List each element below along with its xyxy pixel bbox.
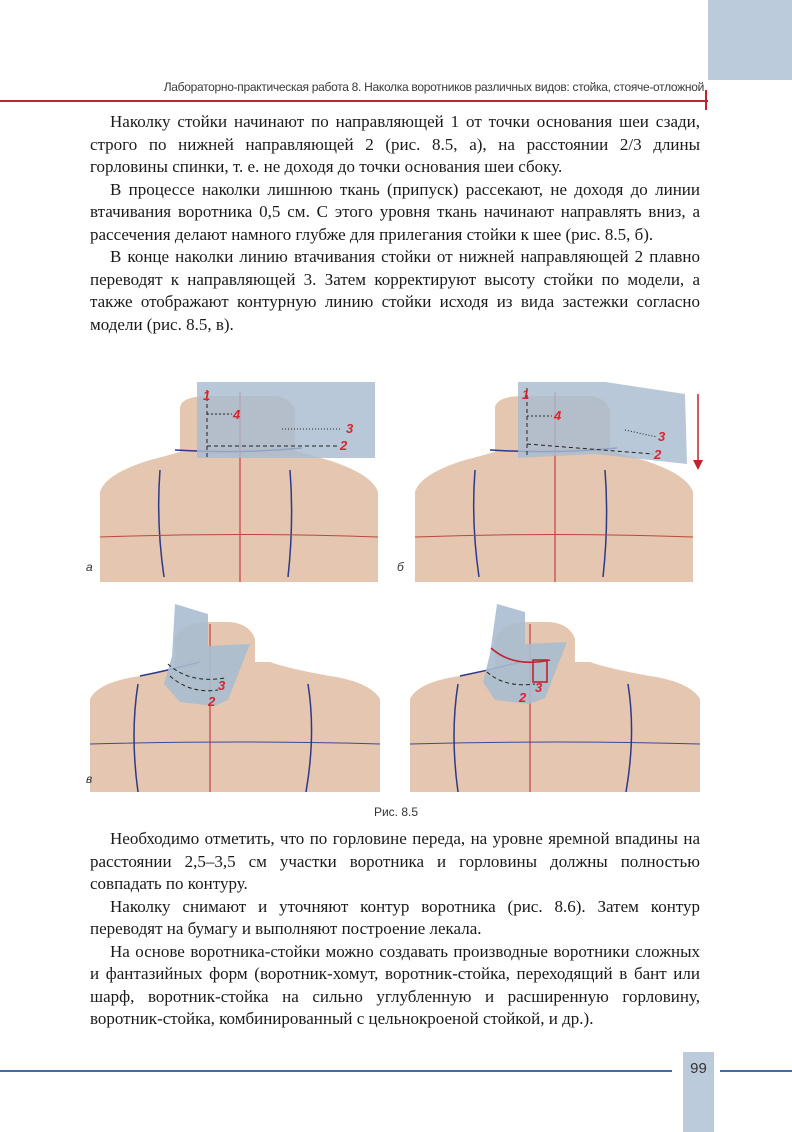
page-number: 99 (690, 1060, 707, 1077)
footer-rule (0, 1070, 672, 1072)
mannequin-back-illustration (90, 382, 385, 582)
header-tick (705, 90, 707, 110)
mannequin-front-illustration (90, 604, 385, 792)
figure-panel-g (395, 604, 705, 792)
guide-label-2: 2 (340, 438, 348, 453)
body-text-top (90, 111, 700, 336)
header-rule (0, 100, 708, 102)
figure-caption: Рис. 8.5 (373, 805, 419, 819)
panel-letter-v: в (86, 772, 93, 786)
footer-rule (720, 1070, 792, 1072)
paragraph: В конце наколки линию втачивания стойки от нижней направляющей 2 плавно переводят к направляющей 3. Затем корректируют высоту стойки по модели, а также отображают контурную линию стойки исходя из вида застежки согласно модели (рис. 8.5, в). (90, 247, 700, 334)
guide-label-3: 3 (535, 680, 543, 695)
guide-label-1: 1 (522, 387, 530, 402)
mannequin-back-illustration (395, 382, 705, 582)
paragraph: Необходимо отметить, что по горловине переда, на уровне яремной впадины на расстоянии 2,5–3,5 см участки воротника и горловины должны полностью совпадать по контуру. (90, 829, 700, 893)
guide-label-1: 1 (203, 388, 211, 403)
figure-panel-v (86, 604, 385, 792)
running-header: Лабораторно-практическая работа 8. Наколка воротников различных видов: стойка, стояче-отложной (163, 80, 704, 94)
mannequin-front-illustration (395, 604, 705, 792)
guide-label-2: 2 (519, 690, 527, 705)
guide-label-2: 2 (654, 447, 662, 462)
body-text-bottom (90, 828, 700, 1031)
panel-letter-b: б (397, 560, 404, 574)
top-page-tab (708, 0, 792, 80)
paragraph: На основе воротника-стойки можно создавать производные воротники сложных и фантазийных форм (воротник-хомут, воротник-стойка, переходящий в бант или шарф, воротник-стойка на сильно углубленную и расширенную горловину, воротник-стойка, комбинированный с цельнокроеной стойкой, и др.). (90, 941, 700, 1028)
paragraph: Наколку стойки начинают по направляющей 1 от точки основания шеи сзади, строго по нижней направляющей 2 (рис. 8.5, а), на расстоянии 2/3 длины горловины спинки, т. е. не доходя до точки основания шеи сбоку. (90, 112, 700, 176)
guide-label-3: 3 (658, 429, 666, 444)
guide-label-4: 4 (554, 408, 562, 423)
guide-label-3: 3 (346, 421, 354, 436)
panel-letter-a: а (86, 560, 93, 574)
paragraph: Наколку снимают и уточняют контур воротника (рис. 8.6). Затем контур переводят на бумагу и выполняют построение лекала. (90, 896, 700, 938)
paragraph: В процессе наколки лишнюю ткань (припуск) рассекают, не доходя до линии втачивания воротника 0,5 см. С этого уровня ткань начинают направлять вниз, а рассечения делают намного глубже для прилегания стойки к шее (рис. 8.5, б). (90, 179, 700, 244)
guide-label-3: 3 (218, 678, 226, 693)
figure-panel-a (86, 382, 385, 582)
guide-label-2: 2 (208, 694, 216, 709)
guide-label-4: 4 (233, 407, 241, 422)
figure-panel-b (395, 382, 705, 582)
